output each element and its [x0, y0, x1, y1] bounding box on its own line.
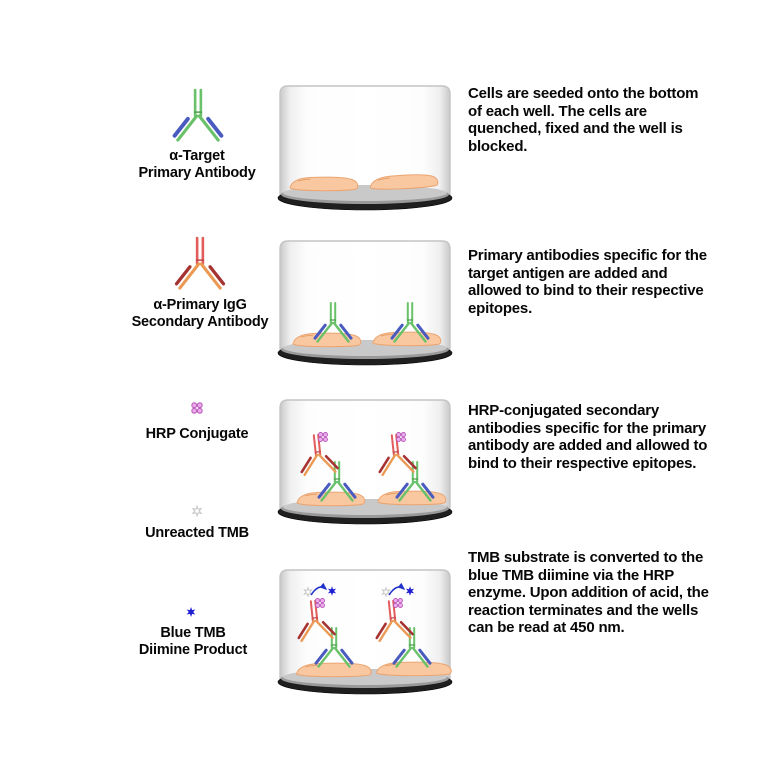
well-step-2: [277, 237, 453, 369]
step-1-description: Cells are seeded onto the bottom of each well. The cells are quenched, fixed and the well is blocked.: [468, 85, 699, 155]
legend-label-blue-tmb: [113, 625, 273, 658]
legend-item-hrp-conjugate: [188, 399, 206, 417]
unreacted-tmb-icon: [189, 503, 205, 519]
cell-icon: [377, 662, 452, 676]
cell-icon: [290, 177, 358, 191]
legend-label-secondary-antibody: [118, 297, 282, 330]
step-3-description: HRP-conjugated secondary antibodies specific for the primary antibody are added and allowed to bind to their respective epitopes.: [468, 402, 708, 472]
hrp-conjugate-icon: [188, 399, 206, 417]
legend-item-secondary-antibody: [174, 234, 226, 294]
legend-label-line: HRP Conjugate: [145, 426, 249, 442]
legend-label-line: α-Primary IgG: [153, 297, 247, 313]
legend-label-line: Unreacted TMB: [145, 525, 249, 541]
legend-label-line: α-Target: [169, 148, 225, 164]
cell-icon: [297, 492, 365, 506]
well-shell: [278, 86, 452, 210]
step-4-description: TMB substrate is converted to the blue TMB diimine via the HRP enzyme. Upon addition of acid, the reaction terminates and the wells can be read at 450 nm.: [468, 549, 709, 637]
legend-label-line: Blue TMB: [160, 625, 226, 641]
legend-label-line: Primary Antibody: [138, 164, 256, 181]
blue-tmb-icon: [183, 604, 199, 620]
legend-label-line: Diimine Product: [138, 641, 248, 658]
legend-label-unreacted-tmb: [117, 525, 277, 542]
legend-label-hrp-conjugate: [117, 426, 277, 443]
legend-item-primary-antibody: [172, 86, 224, 146]
legend-item-blue-tmb: [183, 604, 199, 620]
legend-label-primary-antibody: [115, 148, 279, 181]
cell-icon: [378, 491, 446, 505]
well-step-1: [277, 82, 453, 214]
primary-antibody-icon: [172, 86, 224, 146]
cell-icon: [293, 333, 361, 347]
legend-label-line: Secondary Antibody: [131, 313, 269, 330]
cell-icon: [297, 663, 372, 677]
step-2-description: Primary antibodies specific for the target antigen are added and allowed to bind to their respective epitopes.: [468, 247, 707, 317]
secondary-antibody-icon: [174, 234, 226, 294]
well-step-3: [277, 396, 453, 528]
well-shell: [278, 400, 452, 524]
well-step-4: [277, 566, 453, 698]
cell-icon: [373, 332, 441, 346]
legend-item-unreacted-tmb: [189, 503, 205, 519]
